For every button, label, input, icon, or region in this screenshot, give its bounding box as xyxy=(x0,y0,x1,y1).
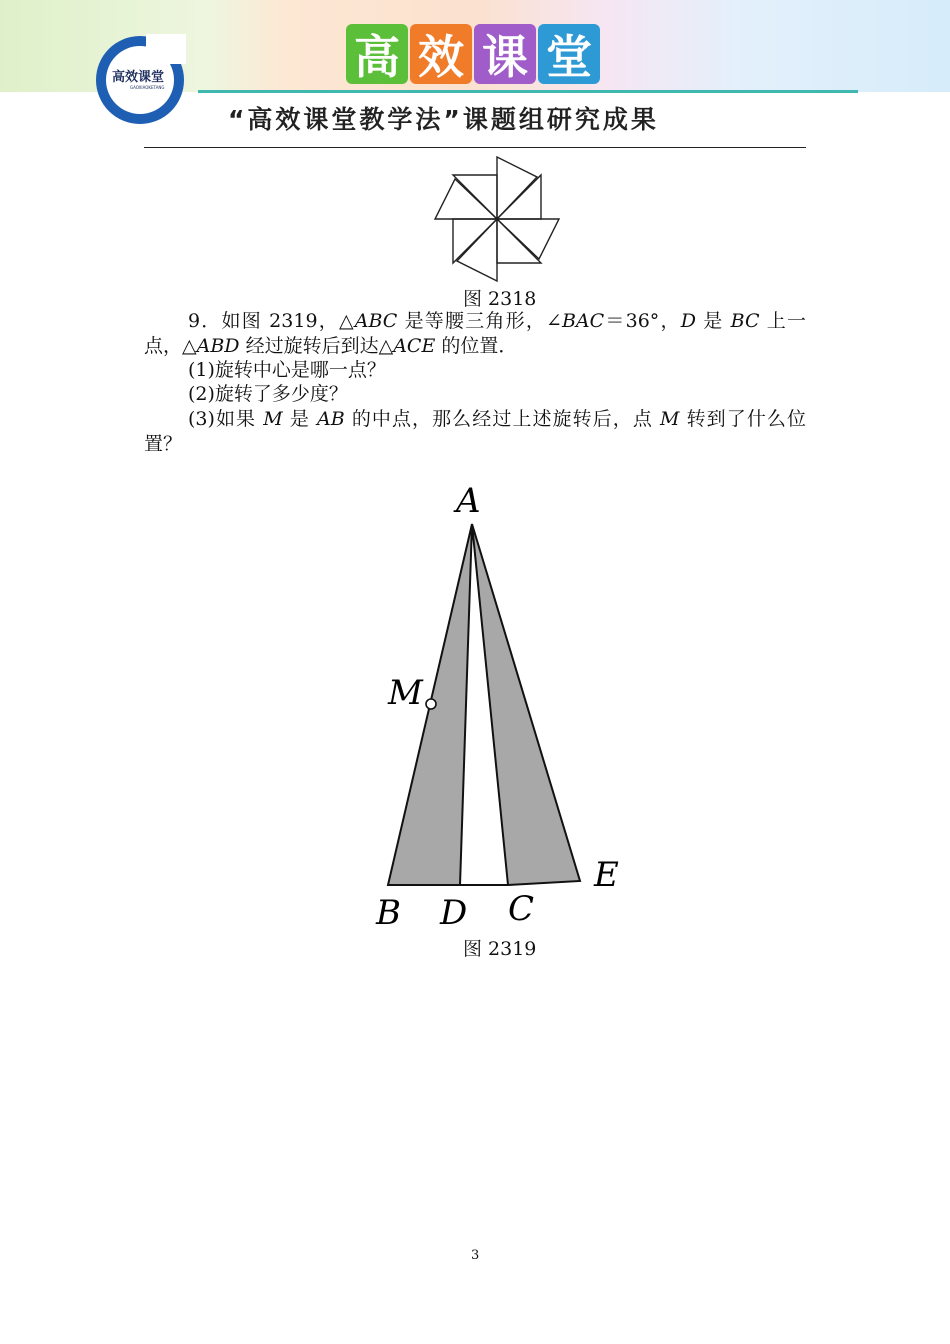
figure-2319-triangle xyxy=(370,478,630,938)
text-run: 是等腰三角形，∠ xyxy=(397,310,562,332)
header-rule xyxy=(144,147,806,148)
label-e: E xyxy=(594,855,619,895)
label-c: C xyxy=(508,889,535,929)
text-run: 经过旋转后到达△ xyxy=(239,334,394,357)
pinwheel-blade-5 xyxy=(497,175,541,219)
page-number: 3 xyxy=(471,1248,480,1263)
pinwheel-blade-6 xyxy=(497,219,541,263)
text-run: 上一点，△ xyxy=(144,310,806,357)
math-abd: ABD xyxy=(196,334,240,357)
math-ab: AB xyxy=(317,408,345,430)
question-3 xyxy=(144,407,806,456)
figure-2319-caption: 图 2319 xyxy=(463,938,537,960)
text-run: (3)如果 xyxy=(188,408,264,430)
triangle-ace xyxy=(472,524,580,885)
logo-text: 高效课堂 xyxy=(112,70,165,85)
label-d: D xyxy=(440,893,468,933)
logo-subtext: GAOXIAOKETANG xyxy=(130,85,165,90)
pinwheel-blade-4 xyxy=(435,179,497,219)
text-run: 转到了什么位置？ xyxy=(144,408,806,455)
pinwheel-blade-2 xyxy=(497,219,559,259)
math-ace: ACE xyxy=(393,334,436,357)
math-m: M xyxy=(660,408,680,430)
math-m: M xyxy=(263,408,283,430)
math-abc: ABC xyxy=(354,310,398,332)
figure-2318-caption: 图 2318 xyxy=(463,288,537,310)
brand-char-2: 效 xyxy=(410,24,472,84)
label-m: M xyxy=(388,673,423,713)
pinwheel-blade-1 xyxy=(497,157,537,219)
text-run: 是 xyxy=(282,408,318,430)
text-run: ＝36°， xyxy=(604,310,681,332)
point-m xyxy=(426,699,436,709)
label-a: A xyxy=(456,481,481,521)
header-subtitle: “高效课堂教学法”课题组研究成果 xyxy=(228,105,659,134)
brand-title xyxy=(346,24,600,84)
pinwheel-blade-3 xyxy=(457,219,497,281)
pinwheel-blade-7 xyxy=(453,219,497,263)
text-run: 如图 2319，△ xyxy=(221,310,355,332)
banner-divider xyxy=(198,90,858,93)
text-run: 的中点，那么经过上述旋转后，点 xyxy=(344,408,661,430)
problem-number: 9． xyxy=(188,310,222,332)
question-2: (2)旋转了多少度？ xyxy=(188,383,348,405)
figure-2318-pinwheel xyxy=(430,152,564,286)
text-run: 的位置． xyxy=(435,334,518,357)
brand-char-4: 堂 xyxy=(538,24,600,84)
math-bc: BC xyxy=(730,310,760,332)
pinwheel-blade-8 xyxy=(453,175,497,219)
math-bac: BAC xyxy=(561,310,605,332)
label-b: B xyxy=(376,893,401,933)
brand-char-1: 高 xyxy=(346,24,408,84)
text-run: 是 xyxy=(695,310,731,332)
problem-statement xyxy=(144,309,806,358)
question-1: (1)旋转中心是哪一点？ xyxy=(188,359,386,381)
math-d: D xyxy=(680,310,696,332)
brand-char-3: 课 xyxy=(474,24,536,84)
